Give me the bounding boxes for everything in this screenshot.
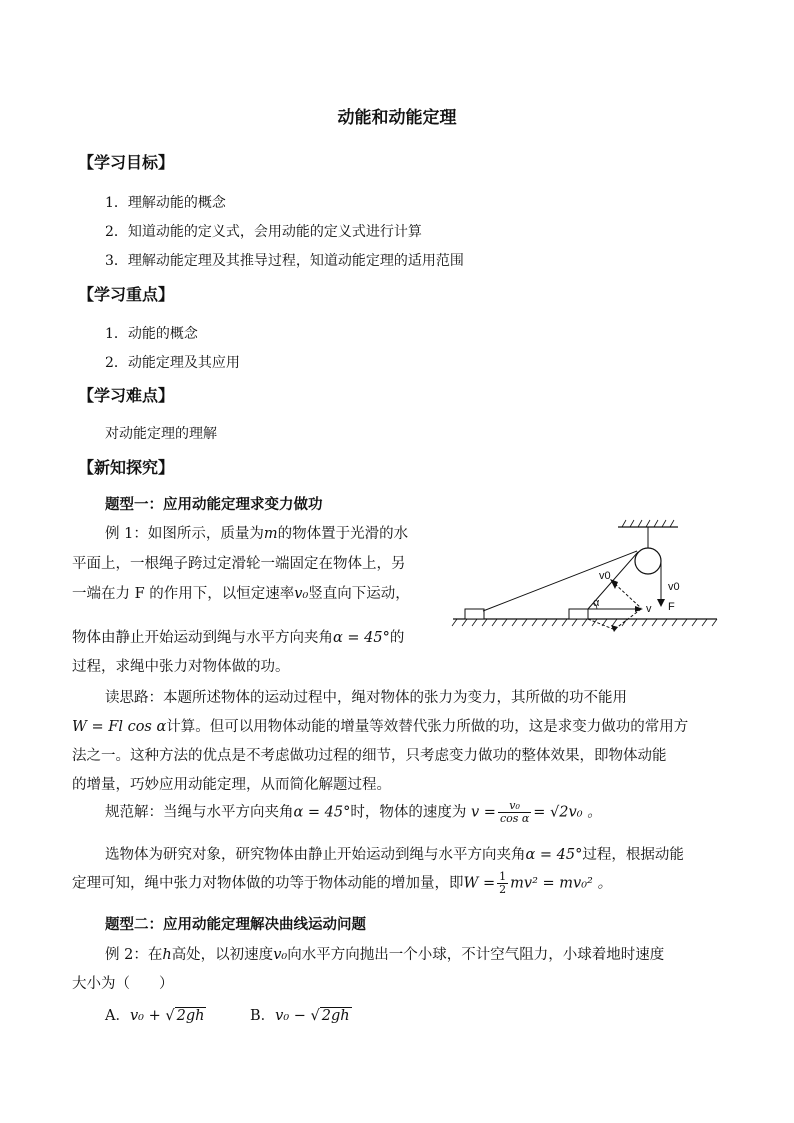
option-b: B．v₀ − √ 2gh — [250, 1008, 350, 1024]
goals-heading: 【学习目标】 — [78, 153, 175, 172]
solve-line3: 定理可知，绳中张力对物体做的功等于物体动能的增加量，即W = $\frac{1}{2}$ mv² = mv₀² 。 — [72, 870, 612, 896]
half-fraction: $\frac{1}{2}$ — [499, 870, 507, 896]
label-v0-rope-down: v0 — [668, 581, 680, 593]
type2-title: 题型二：应用动能定理解决曲线运动问题 — [105, 916, 366, 933]
label-v: v — [646, 603, 652, 615]
ex2-line1: 例 2：在h高处，以初速度v₀向水平方向抛出一个小球，不计空气阻力，小球着地时速度 — [105, 947, 665, 963]
goal-item-3: 3．理解动能定理及其推导过程，知道动能定理的适用范围 — [105, 253, 464, 269]
focus-heading: 【学习重点】 — [78, 285, 175, 304]
read-line4: 的增量，巧妙应用动能定理，从而简化解题过程。 — [72, 777, 391, 793]
label-alpha: α — [593, 597, 600, 609]
solve-line1: 规范解：当绳与水平方向夹角α = 45°时，物体的速度为 v = $\frac{\text{v₀}}{\text{cos α}}$ = √2v₀ 。 — [105, 799, 602, 825]
ex2-line2: 大小为（ ） — [72, 976, 174, 992]
pulley-wheel — [635, 548, 661, 574]
explore-heading: 【新知探究】 — [78, 458, 175, 477]
page-title: 动能和动能定理 — [337, 108, 457, 128]
goal-item-1: 1．理解动能的概念 — [105, 195, 226, 211]
velocity-fraction: $\frac{\text{v₀}}{\text{cos α}}$ — [499, 799, 530, 825]
difficulty-text: 对动能定理的理解 — [105, 426, 217, 442]
goal-item-2: 2．知道动能的定义式，会用动能的定义式进行计算 — [105, 224, 422, 240]
focus-item-1: 1．动能的概念 — [105, 326, 198, 342]
focus-item-2: 2．动能定理及其应用 — [105, 355, 240, 371]
ex1-line4: 物体由静止开始运动到绳与水平方向夹角α = 45°的 — [72, 630, 405, 646]
solve-line2: 选物体为研究对象，研究物体由静止开始运动到绳与水平方向夹角α = 45°过程，根据动能 — [105, 847, 684, 863]
label-F: F — [668, 601, 675, 613]
read-line3: 法之一。这种方法的优点是不考虑做功过程的细节，只考虑变力做功的整体效果，即物体动能 — [72, 748, 667, 764]
read-line1: 读思路：本题所述物体的运动过程中，绳对物体的张力为变力，其所做的功不能用 — [105, 690, 627, 706]
type1-title: 题型一：应用动能定理求变力做功 — [105, 496, 323, 513]
pulley-diagram — [445, 515, 725, 640]
label-v0-rope: v0 — [599, 570, 611, 582]
ex1-line3: 一端在力 F 的作用下，以恒定速率v₀竖直向下运动， — [72, 586, 410, 602]
read-line2: W = Fl cos α计算。但可以用物体动能的增量等效替代张力所做的功，这是求变力做功的常用方 — [72, 719, 689, 735]
block-initial — [465, 609, 484, 619]
ex1-line2: 平面上，一根绳子跨过定滑轮一端固定在物体上，另 — [72, 556, 406, 572]
ex1-line1: 例 1：如图所示，质量为m的物体置于光滑的水 — [105, 526, 409, 542]
ex1-line5: 过程，求绳中张力对物体做的功。 — [72, 659, 290, 675]
block-later — [569, 609, 588, 619]
option-a: A．v₀ + √ 2gh — [105, 1008, 205, 1024]
difficulty-heading: 【学习难点】 — [78, 386, 175, 405]
